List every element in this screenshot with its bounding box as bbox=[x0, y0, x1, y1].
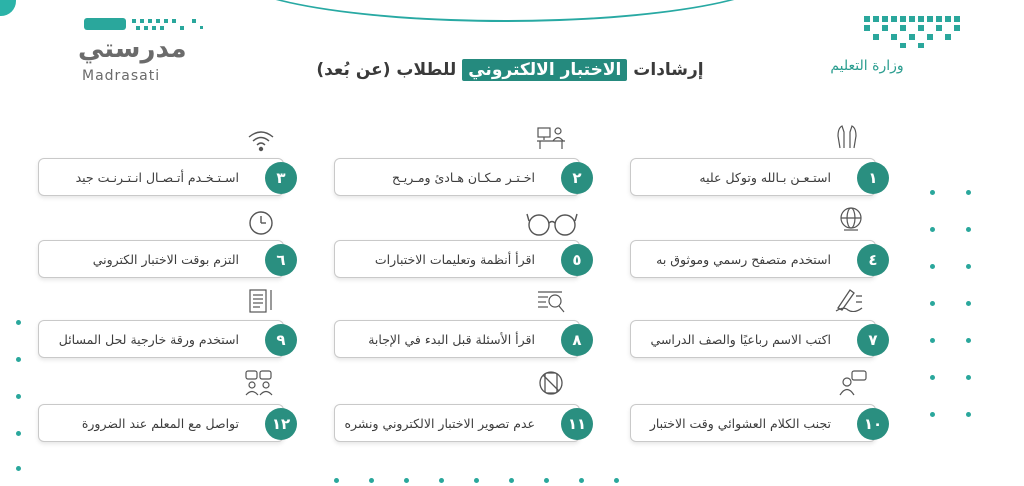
speaking-icon bbox=[838, 370, 868, 396]
instruction-card-2 bbox=[334, 158, 580, 196]
clock-icon bbox=[246, 210, 276, 236]
title-part1: إرشادات bbox=[627, 60, 704, 80]
instruction-number-badge: ٧ bbox=[857, 324, 889, 356]
instruction-text: اقرأ أنظمة وتعليمات الاختبارات bbox=[374, 252, 535, 267]
corner-decoration bbox=[0, 0, 16, 16]
instruction-number-badge: ٦ bbox=[265, 244, 297, 276]
instruction-text: التزم بوقت الاختبار الكتروني bbox=[92, 252, 239, 267]
instruction-number-badge: ١١ bbox=[561, 408, 593, 440]
instruction-card-6 bbox=[38, 240, 284, 278]
instruction-card-7 bbox=[630, 320, 876, 358]
ministry-name: وزارة التعليم bbox=[830, 58, 904, 74]
instruction-text: استخدم ورقة خارجية لحل المسائل bbox=[58, 332, 239, 347]
madrasati-logo bbox=[74, 12, 214, 87]
instruction-card-5 bbox=[334, 240, 580, 278]
praying-hands-icon bbox=[832, 124, 862, 150]
instruction-card-4 bbox=[630, 240, 876, 278]
glasses-icon bbox=[526, 208, 578, 238]
header-arc bbox=[225, 0, 785, 22]
ministry-logo-dots bbox=[864, 14, 970, 50]
instruction-card-11 bbox=[334, 404, 587, 442]
pen-icon bbox=[834, 286, 864, 312]
globe-icon bbox=[836, 206, 866, 232]
instruction-text: استخدم متصفح رسمي وموثوق به bbox=[656, 252, 831, 267]
page-title bbox=[310, 60, 710, 80]
app-name-english: Madrasati bbox=[82, 68, 161, 84]
instruction-text: تواصل مع المعلم عند الضرورة bbox=[81, 416, 239, 431]
instruction-text: اخـتـر مـكـان هـادئ ومـريـح bbox=[392, 170, 535, 185]
instruction-text: تجنب الكلام العشوائي وقت الاختبار bbox=[649, 416, 831, 431]
instruction-text: استـعـن بـالله وتوكل عليه bbox=[699, 170, 831, 185]
title-part2: للطلاب (عن بُعد) bbox=[316, 60, 463, 80]
instruction-number-badge: ١٢ bbox=[265, 408, 297, 440]
instruction-number-badge: ٣ bbox=[265, 162, 297, 194]
instruction-card-12 bbox=[38, 404, 291, 442]
instruction-text: اكتب الاسم رباعيًا والصف الدراسي bbox=[650, 332, 831, 347]
instruction-number-badge: ٩ bbox=[265, 324, 297, 356]
ministry-logo bbox=[812, 14, 972, 84]
paper-icon bbox=[246, 288, 276, 314]
instruction-number-badge: ٢ bbox=[561, 162, 593, 194]
instruction-number-badge: ١٠ bbox=[857, 408, 889, 440]
instruction-text: اسـتـخـدم أتـصـال انـتـرنـت جيد bbox=[75, 170, 239, 185]
instruction-card-10 bbox=[630, 404, 883, 442]
instruction-number-badge: ٥ bbox=[561, 244, 593, 276]
chat-icon bbox=[244, 370, 274, 396]
title-highlight: الاختبار الالكتروني bbox=[462, 59, 627, 81]
instruction-number-badge: ١ bbox=[857, 162, 889, 194]
instruction-card-8 bbox=[334, 320, 580, 358]
instruction-text: عدم تصوير الاختبار الالكتروني ونشره bbox=[344, 416, 535, 431]
no-camera-icon bbox=[536, 370, 566, 396]
instruction-card-3 bbox=[38, 158, 284, 196]
instruction-number-badge: ٤ bbox=[857, 244, 889, 276]
app-name-arabic: مدرستي bbox=[78, 34, 187, 64]
search-document-icon bbox=[536, 288, 566, 314]
instruction-card-9 bbox=[38, 320, 284, 358]
desk-icon bbox=[536, 124, 566, 150]
wifi-icon bbox=[246, 128, 276, 154]
instruction-number-badge: ٨ bbox=[561, 324, 593, 356]
instruction-card-1 bbox=[630, 158, 876, 196]
instruction-text: اقرأ الأسئلة قبل البدء في الإجابة bbox=[368, 332, 535, 347]
